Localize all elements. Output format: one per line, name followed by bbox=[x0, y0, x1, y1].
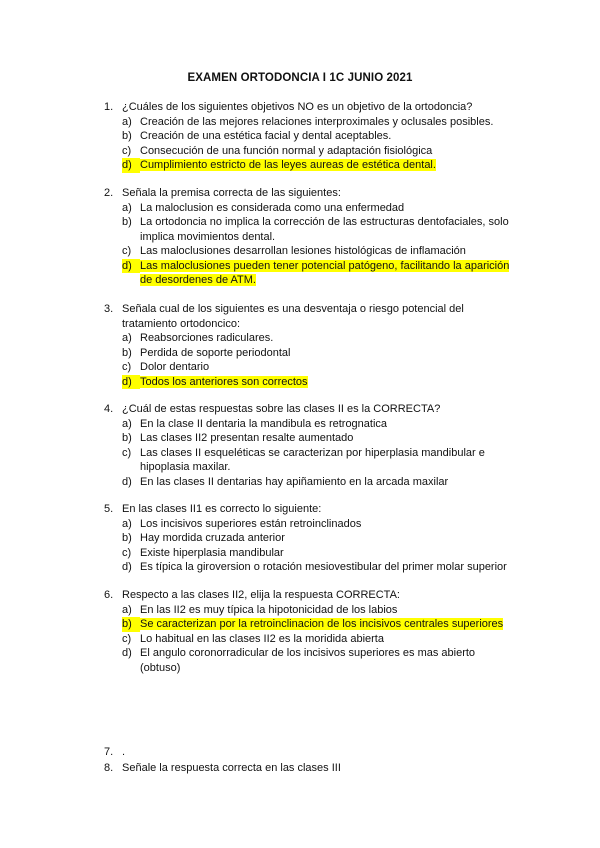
option-text-line: Las maloclusiones desarrollan lesiones histológicas de inflamación bbox=[140, 245, 466, 257]
highlighted-answer-line: de desordenes de ATM. bbox=[140, 274, 256, 286]
answer-option bbox=[104, 517, 524, 532]
option-letter: d) bbox=[122, 647, 132, 659]
option-letter: b) bbox=[122, 130, 132, 142]
answer-option bbox=[104, 375, 524, 390]
option-text-line: Los incisivos superiores están retroinclinados bbox=[140, 517, 362, 530]
option-text bbox=[140, 215, 524, 244]
question-number: 3. bbox=[104, 303, 114, 315]
question-stem bbox=[122, 186, 524, 201]
answer-option bbox=[104, 158, 524, 173]
option-text-line: Es típica la giroversion o rotación mesiovestibular del primer molar superior bbox=[140, 561, 507, 573]
option-text-line: Lo habitual en las clases II2 es la moridida abierta bbox=[140, 632, 384, 645]
option-text bbox=[140, 144, 524, 159]
answer-option bbox=[104, 115, 524, 130]
option-text-line: En las clases II dentarias hay apiñamiento en la arcada maxilar bbox=[140, 475, 449, 488]
question-8 bbox=[104, 761, 524, 776]
option-text-line: En la clase II dentaria la mandibula es retrognatica bbox=[140, 417, 388, 430]
question-1 bbox=[104, 100, 524, 173]
answer-option bbox=[104, 475, 524, 490]
option-text-line: Reabsorciones radiculares. bbox=[140, 332, 274, 344]
option-letter: c) bbox=[122, 144, 132, 157]
question-5 bbox=[104, 502, 524, 575]
question-stem-line: Señala la premisa correcta de las siguientes: bbox=[122, 187, 341, 199]
option-text bbox=[140, 346, 524, 361]
answer-option bbox=[104, 431, 524, 446]
option-text bbox=[140, 646, 524, 675]
answer-option bbox=[104, 646, 524, 675]
option-letter: c) bbox=[122, 546, 132, 559]
question-stem-line: ¿Cuál de estas respuestas sobre las clases II es la CORRECTA? bbox=[122, 403, 441, 415]
option-text bbox=[140, 531, 524, 546]
question-7 bbox=[104, 745, 524, 760]
option-text-line: El angulo coronorradicular de los incisivos superiores es mas abierto bbox=[140, 647, 476, 659]
option-letter: a) bbox=[122, 417, 132, 430]
answer-option bbox=[104, 346, 524, 361]
question-stem bbox=[122, 761, 524, 776]
answer-option bbox=[104, 546, 524, 561]
option-text bbox=[140, 375, 524, 390]
answer-option bbox=[104, 617, 524, 632]
option-text-line: Creación de las mejores relaciones interproximales y oclusales posibles. bbox=[140, 115, 494, 128]
answer-option bbox=[104, 603, 524, 618]
option-text bbox=[140, 517, 524, 532]
option-letter: a) bbox=[122, 603, 132, 616]
option-letter: d) bbox=[122, 561, 132, 573]
question-number: 7. bbox=[104, 746, 114, 758]
option-letter: a) bbox=[122, 115, 132, 128]
option-text bbox=[140, 446, 524, 475]
option-letter: b) bbox=[122, 617, 140, 632]
option-text bbox=[140, 259, 524, 288]
answer-option bbox=[104, 244, 524, 259]
answer-option bbox=[104, 201, 524, 216]
option-letter: c) bbox=[122, 632, 132, 645]
option-text-line: implica movimientos dental. bbox=[140, 230, 276, 243]
question-number: 2. bbox=[104, 187, 114, 199]
answer-option bbox=[104, 560, 524, 575]
option-text bbox=[140, 158, 524, 173]
option-letter: d) bbox=[122, 475, 132, 488]
option-letter: a) bbox=[122, 517, 132, 530]
answer-option bbox=[104, 215, 524, 244]
option-text-line: Hay mordida cruzada anterior bbox=[140, 532, 285, 544]
option-text bbox=[140, 417, 524, 432]
option-text-line: Consecución de una función normal y adaptación fisiológica bbox=[140, 144, 433, 157]
option-letter: c) bbox=[122, 245, 132, 257]
answer-option bbox=[104, 446, 524, 475]
option-letter: b) bbox=[122, 346, 132, 359]
question-stem bbox=[122, 745, 524, 760]
question-6 bbox=[104, 588, 524, 675]
question-stem-line: . bbox=[122, 746, 126, 758]
option-text bbox=[140, 129, 524, 144]
option-text bbox=[140, 115, 524, 130]
option-text bbox=[140, 632, 524, 647]
answer-option bbox=[104, 417, 524, 432]
answer-option bbox=[104, 129, 524, 144]
question-2 bbox=[104, 186, 524, 288]
option-text-line: La ortodoncia no implica la corrección de las estructuras dentofaciales, solo bbox=[140, 216, 509, 228]
option-text bbox=[140, 431, 524, 446]
question-stem-line: En las clases II1 es correcto lo siguiente: bbox=[122, 503, 322, 515]
highlighted-answer-line: Cumplimiento estricto de las leyes aureas de estética dental. bbox=[140, 159, 436, 171]
option-text-line: Perdida de soporte periodontal bbox=[140, 346, 291, 359]
highlighted-answer-line: Se caracterizan por la retroinclinacion de los incisivos centrales superiores bbox=[140, 618, 504, 630]
question-stem-line: Señale la respuesta correcta en las clases III bbox=[122, 762, 341, 774]
option-text-line: Dolor dentario bbox=[140, 361, 210, 373]
option-letter: d) bbox=[122, 375, 140, 390]
option-text bbox=[140, 244, 524, 259]
answer-option bbox=[104, 144, 524, 159]
question-stem-line: tratamiento ortodoncico: bbox=[122, 317, 241, 330]
question-3 bbox=[104, 302, 524, 389]
option-text bbox=[140, 475, 524, 490]
option-letter: b) bbox=[122, 532, 132, 544]
question-stem bbox=[122, 402, 524, 417]
question-stem bbox=[122, 100, 524, 115]
option-text bbox=[140, 201, 524, 216]
option-text-line: Existe hiperplasia mandibular bbox=[140, 546, 284, 559]
option-text-line: Las clases II esqueléticas se caracterizan por hiperplasia mandibular e bbox=[140, 446, 485, 459]
question-stem-line: Señala cual de los siguientes es una desventaja o riesgo potencial del bbox=[122, 303, 464, 315]
option-text bbox=[140, 617, 524, 632]
option-text bbox=[140, 546, 524, 561]
question-number: 6. bbox=[104, 589, 114, 601]
answer-option bbox=[104, 632, 524, 647]
answer-option bbox=[104, 259, 524, 288]
question-4 bbox=[104, 402, 524, 489]
answer-option bbox=[104, 360, 524, 375]
question-number: 5. bbox=[104, 503, 114, 515]
answer-option bbox=[104, 331, 524, 346]
option-text bbox=[140, 331, 524, 346]
option-text-line: La maloclusion es considerada como una enfermedad bbox=[140, 201, 405, 214]
highlighted-answer-line: Las maloclusiones pueden tener potencial patógeno, facilitando la aparición bbox=[140, 259, 510, 272]
option-letter: a) bbox=[122, 332, 132, 344]
option-text-line: Creación de una estética facial y dental aceptables. bbox=[140, 130, 392, 142]
question-number: 1. bbox=[104, 101, 114, 113]
option-text bbox=[140, 560, 524, 575]
option-text-line: hipoplasia maxilar. bbox=[140, 461, 231, 473]
question-number: 8. bbox=[104, 762, 114, 774]
question-stem bbox=[122, 588, 524, 603]
option-text bbox=[140, 603, 524, 618]
question-stem bbox=[122, 502, 524, 517]
option-letter: c) bbox=[122, 361, 132, 373]
option-text-line: (obtuso) bbox=[140, 661, 181, 674]
option-text-line: Las clases II2 presentan resalte aumentado bbox=[140, 432, 354, 444]
question-stem bbox=[122, 302, 524, 331]
exam-title: EXAMEN ORTODONCIA I 1C JUNIO 2021 bbox=[187, 72, 413, 84]
option-letter: d) bbox=[122, 158, 140, 173]
question-number: 4. bbox=[104, 403, 114, 415]
option-letter: b) bbox=[122, 432, 132, 444]
option-letter: c) bbox=[122, 446, 132, 459]
answer-option bbox=[104, 531, 524, 546]
question-stem-line: Respecto a las clases II2, elija la respuesta CORRECTA: bbox=[122, 589, 400, 601]
option-text bbox=[140, 360, 524, 375]
option-text-line: En las II2 es muy típica la hipotonicidad de los labios bbox=[140, 603, 398, 616]
question-stem-line: ¿Cuáles de los siguientes objetivos NO es un objetivo de la ortodoncia? bbox=[122, 101, 473, 113]
highlighted-answer-line: Todos los anteriores son correctos bbox=[140, 375, 308, 388]
option-letter: b) bbox=[122, 216, 132, 228]
option-letter: d) bbox=[122, 259, 140, 274]
option-letter: a) bbox=[122, 201, 132, 214]
